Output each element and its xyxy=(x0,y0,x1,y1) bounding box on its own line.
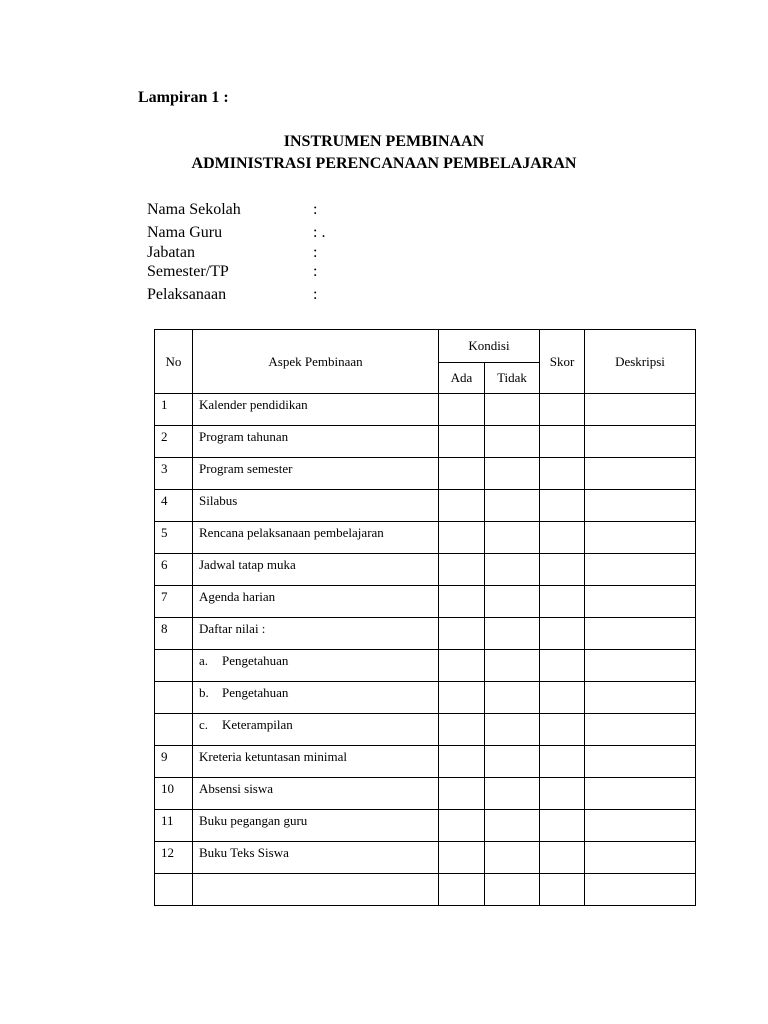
row-number: 1 xyxy=(161,397,168,412)
cell-skor xyxy=(540,554,585,586)
cell-deskripsi xyxy=(585,874,696,906)
header-deskripsi: Deskripsi xyxy=(585,330,696,394)
aspek-content xyxy=(193,778,438,797)
field-separator: : xyxy=(313,201,318,218)
cell-skor xyxy=(540,874,585,906)
row-number xyxy=(155,650,192,653)
aspek-label: Program tahunan xyxy=(199,429,289,444)
aspek-label: Keterampilan xyxy=(222,717,293,732)
cell-ada xyxy=(439,842,485,874)
row-number: 6 xyxy=(161,557,168,572)
table-row xyxy=(155,394,696,426)
attachment-label: Lampiran 1 : xyxy=(138,89,229,106)
aspek-label: Kreteria ketuntasan minimal xyxy=(199,749,348,764)
cell-no xyxy=(155,842,193,874)
table-body xyxy=(155,394,696,906)
cell-deskripsi xyxy=(585,682,696,714)
cell-tidak xyxy=(485,874,540,906)
cell-no xyxy=(155,618,193,650)
cell-aspek xyxy=(193,778,439,810)
cell-ada xyxy=(439,778,485,810)
cell-no xyxy=(155,394,193,426)
table-row xyxy=(155,714,696,746)
cell-tidak xyxy=(485,682,540,714)
cell-aspek xyxy=(193,586,439,618)
cell-no xyxy=(155,810,193,842)
field-label: Nama Sekolah xyxy=(147,201,241,218)
sub-item-letter: a. xyxy=(199,653,209,668)
row-number: 8 xyxy=(161,621,168,636)
aspek-content xyxy=(193,522,438,541)
table-row xyxy=(155,874,696,906)
cell-no xyxy=(155,426,193,458)
aspek-content xyxy=(193,554,438,573)
cell-tidak xyxy=(485,746,540,778)
header-kondisi: Kondisi xyxy=(439,330,540,363)
document-title-line-2: ADMINISTRASI PERENCANAAN PEMBELAJARAN xyxy=(191,155,577,172)
cell-deskripsi xyxy=(585,650,696,682)
cell-no xyxy=(155,682,193,714)
cell-deskripsi xyxy=(585,522,696,554)
cell-no xyxy=(155,874,193,906)
table-row xyxy=(155,810,696,842)
cell-ada xyxy=(439,522,485,554)
row-number xyxy=(155,682,192,685)
aspek-label: Rencana pelaksanaan pembelajaran xyxy=(199,525,384,540)
aspek-label: Kalender pendidikan xyxy=(199,397,308,412)
cell-no xyxy=(155,746,193,778)
row-number: 2 xyxy=(161,429,168,444)
aspek-content xyxy=(193,458,438,477)
table-row xyxy=(155,618,696,650)
aspek-content xyxy=(193,394,438,413)
cell-aspek xyxy=(193,810,439,842)
row-number: 10 xyxy=(161,781,174,796)
table-row xyxy=(155,490,696,522)
cell-skor xyxy=(540,394,585,426)
cell-skor xyxy=(540,778,585,810)
cell-tidak xyxy=(485,522,540,554)
aspek-label: Jadwal tatap muka xyxy=(199,557,296,572)
cell-ada xyxy=(439,394,485,426)
cell-tidak xyxy=(485,618,540,650)
cell-deskripsi xyxy=(585,458,696,490)
table-row xyxy=(155,778,696,810)
cell-aspek xyxy=(193,394,439,426)
table-row xyxy=(155,650,696,682)
cell-aspek xyxy=(193,650,439,682)
cell-deskripsi xyxy=(585,746,696,778)
field-label: Jabatan xyxy=(147,244,195,261)
aspek-label: Pengetahuan xyxy=(222,653,289,668)
cell-no xyxy=(155,490,193,522)
cell-aspek xyxy=(193,842,439,874)
aspek-content xyxy=(193,682,438,701)
row-number: 9 xyxy=(161,749,168,764)
cell-skor xyxy=(540,682,585,714)
row-number xyxy=(155,874,192,877)
cell-ada xyxy=(439,490,485,522)
cell-ada xyxy=(439,426,485,458)
aspek-label: Daftar nilai : xyxy=(199,621,266,636)
aspek-label: Agenda harian xyxy=(199,589,276,604)
cell-skor xyxy=(540,490,585,522)
cell-deskripsi xyxy=(585,586,696,618)
cell-ada xyxy=(439,586,485,618)
aspek-content xyxy=(193,618,438,637)
row-number: 3 xyxy=(161,461,168,476)
field-separator: : xyxy=(313,244,318,261)
field-separator: : . xyxy=(313,224,326,241)
cell-no xyxy=(155,586,193,618)
cell-ada xyxy=(439,554,485,586)
cell-aspek xyxy=(193,618,439,650)
aspek-content xyxy=(193,586,438,605)
cell-tidak xyxy=(485,586,540,618)
row-number: 11 xyxy=(161,813,174,828)
row-number xyxy=(155,714,192,717)
cell-aspek xyxy=(193,746,439,778)
cell-deskripsi xyxy=(585,490,696,522)
table-row xyxy=(155,554,696,586)
aspek-content xyxy=(193,490,438,509)
header-aspek: Aspek Pembinaan xyxy=(193,330,439,394)
cell-deskripsi xyxy=(585,394,696,426)
cell-skor xyxy=(540,426,585,458)
sub-item-letter: b. xyxy=(199,685,209,700)
instrument-table xyxy=(154,329,696,906)
field-separator: : xyxy=(313,263,318,280)
aspek-label: Buku Teks Siswa xyxy=(199,845,289,860)
cell-no xyxy=(155,714,193,746)
cell-no xyxy=(155,778,193,810)
cell-aspek xyxy=(193,426,439,458)
table-row xyxy=(155,682,696,714)
field-label: Semester/TP xyxy=(147,263,229,280)
cell-deskripsi xyxy=(585,426,696,458)
cell-tidak xyxy=(485,714,540,746)
cell-no xyxy=(155,522,193,554)
sub-item-letter: c. xyxy=(199,717,209,732)
cell-aspek xyxy=(193,522,439,554)
cell-skor xyxy=(540,458,585,490)
header-tidak: Tidak xyxy=(485,363,540,394)
aspek-content xyxy=(193,810,438,829)
cell-deskripsi xyxy=(585,618,696,650)
row-number: 12 xyxy=(161,845,174,860)
cell-tidak xyxy=(485,842,540,874)
cell-tidak xyxy=(485,426,540,458)
cell-tidak xyxy=(485,650,540,682)
document-title-line-1: INSTRUMEN PEMBINAAN xyxy=(283,133,485,150)
cell-skor xyxy=(540,522,585,554)
cell-aspek xyxy=(193,490,439,522)
header-skor: Skor xyxy=(540,330,585,394)
cell-skor xyxy=(540,714,585,746)
cell-ada xyxy=(439,714,485,746)
cell-skor xyxy=(540,650,585,682)
cell-aspek xyxy=(193,682,439,714)
aspek-label: Silabus xyxy=(199,493,238,508)
cell-skor xyxy=(540,618,585,650)
header-ada: Ada xyxy=(439,363,485,394)
field-label: Nama Guru xyxy=(147,224,223,241)
cell-ada xyxy=(439,458,485,490)
cell-skor xyxy=(540,810,585,842)
table-row xyxy=(155,426,696,458)
cell-aspek xyxy=(193,714,439,746)
table-row xyxy=(155,842,696,874)
cell-deskripsi xyxy=(585,778,696,810)
cell-deskripsi xyxy=(585,554,696,586)
cell-skor xyxy=(540,842,585,874)
aspek-label: Buku pegangan guru xyxy=(199,813,308,828)
table-row xyxy=(155,746,696,778)
aspek-content xyxy=(193,842,438,861)
aspek-label: Absensi siswa xyxy=(199,781,274,796)
field-label: Pelaksanaan xyxy=(147,286,227,303)
cell-ada xyxy=(439,874,485,906)
cell-skor xyxy=(540,746,585,778)
aspek-content xyxy=(193,874,438,877)
row-number: 4 xyxy=(161,493,168,508)
header-no: No xyxy=(155,330,193,394)
cell-ada xyxy=(439,650,485,682)
cell-no xyxy=(155,458,193,490)
cell-ada xyxy=(439,682,485,714)
cell-aspek xyxy=(193,458,439,490)
aspek-content xyxy=(193,714,438,733)
cell-deskripsi xyxy=(585,842,696,874)
cell-tidak xyxy=(485,458,540,490)
aspek-content xyxy=(193,426,438,445)
cell-tidak xyxy=(485,394,540,426)
aspek-label: Pengetahuan xyxy=(222,685,289,700)
cell-no xyxy=(155,554,193,586)
cell-deskripsi xyxy=(585,714,696,746)
cell-tidak xyxy=(485,810,540,842)
cell-tidak xyxy=(485,554,540,586)
cell-ada xyxy=(439,746,485,778)
aspek-content xyxy=(193,746,438,765)
cell-tidak xyxy=(485,778,540,810)
cell-no xyxy=(155,650,193,682)
table-row xyxy=(155,586,696,618)
table-row xyxy=(155,458,696,490)
cell-ada xyxy=(439,810,485,842)
table-row xyxy=(155,522,696,554)
cell-aspek xyxy=(193,874,439,906)
row-number: 7 xyxy=(161,589,168,604)
aspek-content xyxy=(193,650,438,669)
cell-skor xyxy=(540,586,585,618)
cell-tidak xyxy=(485,490,540,522)
row-number: 5 xyxy=(161,525,168,540)
aspek-label: Program semester xyxy=(199,461,293,476)
cell-ada xyxy=(439,618,485,650)
cell-aspek xyxy=(193,554,439,586)
field-separator: : xyxy=(313,286,318,303)
cell-deskripsi xyxy=(585,810,696,842)
